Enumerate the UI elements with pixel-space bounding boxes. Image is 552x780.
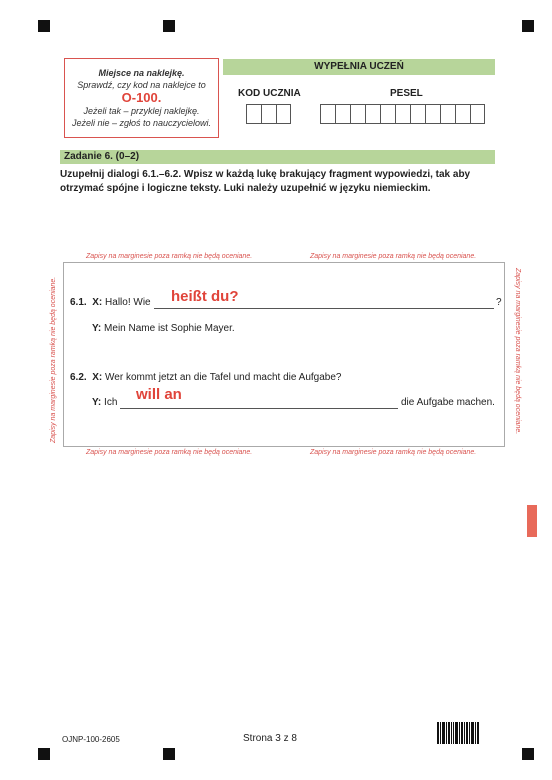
sticker-code: O-100.: [121, 90, 162, 105]
registration-mark-bottom-center: [163, 748, 175, 760]
dialog-1-answer-line[interactable]: [154, 308, 494, 309]
answer-frame: [63, 262, 505, 447]
sticker-line-3: Jeżeli nie – zgłoś to nauczycielowi.: [71, 118, 212, 128]
page-side-tab: [527, 505, 537, 537]
margin-note-top-right: Zapisy na marginesie poza ramką nie będą oceniane.: [310, 253, 477, 260]
dialog-2-x-label: X:: [92, 372, 103, 383]
dialog-1-x-label: X:: [92, 297, 103, 308]
registration-mark-top-center: [163, 20, 175, 32]
dialog-1-x: [70, 297, 151, 308]
barcode: [437, 722, 487, 744]
registration-mark-top-left: [38, 20, 50, 32]
dialog-1-number: 6.1.: [70, 297, 87, 308]
pesel-boxes[interactable]: [320, 104, 485, 124]
registration-mark-bottom-left: [38, 748, 50, 760]
registration-mark-top-right: [522, 20, 534, 32]
dialog-1-handwritten-answer: heißt du?: [171, 288, 239, 305]
dialog-2-number: 6.2.: [70, 372, 87, 383]
sticker-title: Miejsce na naklejkę.: [98, 68, 185, 78]
footer-code: OJNP-100-2605: [62, 735, 120, 744]
margin-note-left-vertical: Zapisy na marginesie poza ramką nie będą oceniane.: [50, 276, 57, 443]
registration-mark-bottom-right: [522, 748, 534, 760]
dialog-2-y-end: die Aufgabe machen.: [401, 397, 495, 408]
sticker-area: [64, 58, 219, 138]
dialog-2-handwritten-answer: will an: [136, 386, 182, 403]
dialog-1-x-end: ?: [496, 297, 502, 308]
dialog-2-y: [92, 397, 117, 408]
sticker-line-2: Jeżeli tak – przyklej naklejkę.: [83, 106, 200, 116]
margin-note-right-vertical: Zapisy na marginesie poza ramką nie będą oceniane.: [514, 268, 521, 435]
dialog-2-y-label: Y:: [92, 397, 102, 408]
dialog-2-x: [70, 372, 341, 383]
dialog-1-x-text: Hallo! Wie: [105, 297, 151, 308]
footer-page-number: Strona 3 z 8: [243, 733, 297, 744]
dialog-1-y-label: Y:: [92, 323, 102, 334]
kod-ucznia-boxes[interactable]: [246, 104, 291, 124]
pesel-label: PESEL: [390, 88, 423, 99]
margin-note-bottom-left: Zapisy na marginesie poza ramką nie będą oceniane.: [86, 449, 253, 456]
task-instruction: Uzupełnij dialogi 6.1.–6.2. Wpisz w każdą lukę brakujący fragment wypowiedzi, tak aby otrzymać spójne i logiczne teksty. Luki należy uzupełnić w języku niemieckim.: [60, 169, 471, 194]
margin-note-top-left: Zapisy na marginesie poza ramką nie będą oceniane.: [86, 253, 253, 260]
dialog-2-y-text: Ich: [104, 397, 118, 408]
student-header-title: WYPEŁNIA UCZEŃ: [223, 59, 495, 75]
margin-note-bottom-right: Zapisy na marginesie poza ramką nie będą oceniane.: [310, 449, 477, 456]
dialog-2-answer-line[interactable]: [120, 408, 398, 409]
dialog-1-y-text: Mein Name ist Sophie Mayer.: [104, 323, 235, 334]
dialog-1-y: [92, 323, 235, 334]
dialog-2-x-text: Wer kommt jetzt an die Tafel und macht die Aufgabe?: [105, 372, 342, 383]
kod-ucznia-label: KOD UCZNIA: [238, 88, 301, 99]
task-title: Zadanie 6. (0–2): [60, 150, 495, 164]
sticker-line-1: Sprawdź, czy kod na naklejce to: [77, 80, 206, 90]
